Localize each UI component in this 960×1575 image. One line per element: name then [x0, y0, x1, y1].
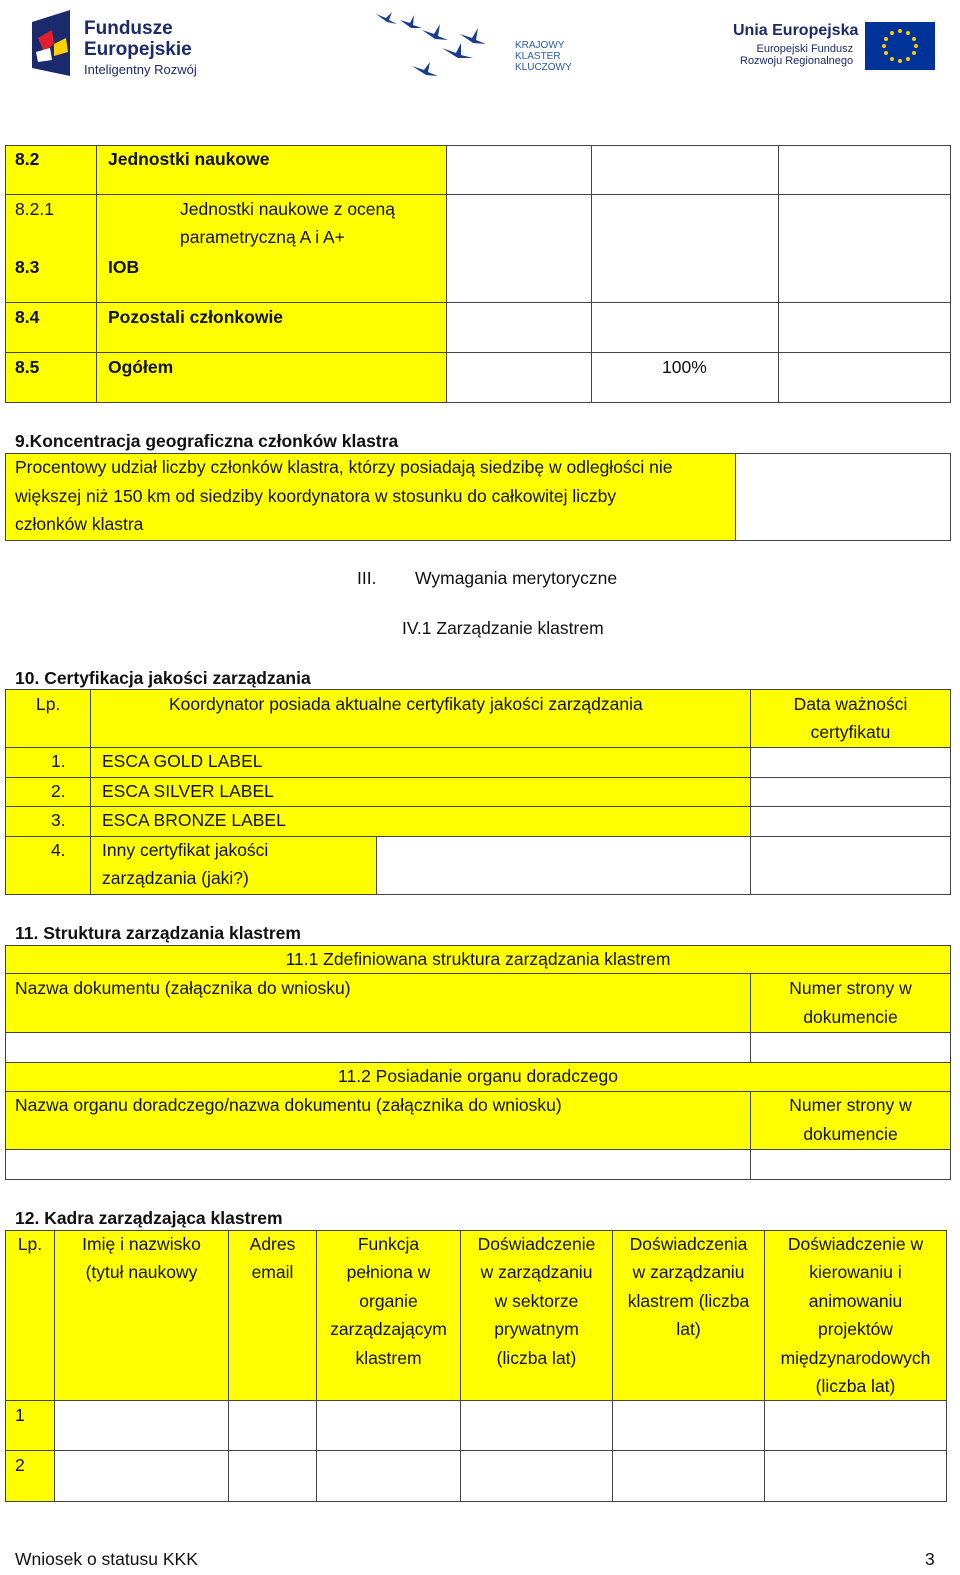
cert-label: ESCA SILVER LABEL — [102, 781, 274, 801]
page-header: dokumencie — [803, 1124, 898, 1144]
col-header: (liczba lat) — [496, 1348, 577, 1368]
col-header: prywatnym — [494, 1319, 579, 1339]
fe-logo-line2: Europejskie — [84, 39, 192, 60]
col-header: certyfikatu — [810, 722, 891, 742]
col-header: Funkcja — [357, 1234, 420, 1254]
cluster-exp-input[interactable] — [612, 1450, 765, 1502]
table8-cell[interactable] — [446, 145, 592, 195]
page-number: 3 — [925, 1549, 935, 1569]
row-number: 3. — [51, 810, 66, 830]
col-header: w zarządzaniu — [480, 1262, 593, 1282]
other-cert-input[interactable] — [376, 836, 751, 895]
section9-desc: Procentowy udział liczby członków klastra, którzy posiadają siedzibę w odległości nie — [15, 457, 673, 477]
organ-name-input[interactable] — [5, 1149, 751, 1180]
name-input[interactable] — [54, 1400, 229, 1451]
page-header: Numer strony w — [789, 978, 912, 998]
ue-sub2: Rozwoju Regionalnego — [740, 55, 854, 67]
section-title: 12. Kadra zarządzająca klastrem — [15, 1208, 283, 1228]
table8-cell[interactable] — [446, 352, 592, 403]
organ-name-header: Nazwa organu doradczego/nazwa dokumentu (załącznika do wniosku) — [15, 1095, 562, 1115]
col-header: Lp. — [36, 694, 61, 714]
col-header: klastrem — [355, 1348, 422, 1368]
col-header: lat) — [676, 1319, 701, 1339]
row-number: 4. — [51, 840, 66, 860]
cluster-exp-input[interactable] — [612, 1400, 765, 1451]
intl-exp-input[interactable] — [764, 1450, 947, 1502]
row-label: Pozostali członkowie — [108, 307, 284, 327]
col-header: (liczba lat) — [815, 1376, 896, 1396]
row-number: 2. — [51, 781, 66, 801]
col-header: Data ważności — [793, 694, 908, 714]
birds-icon — [372, 8, 512, 84]
row-number: 1 — [15, 1405, 25, 1425]
section9-value-cell[interactable] — [735, 453, 951, 541]
col-header: zarządzającym — [330, 1319, 447, 1339]
cert-label: ESCA BRONZE LABEL — [102, 810, 286, 830]
row-number: 8.2 — [15, 149, 40, 169]
doc-name-input[interactable] — [5, 1032, 751, 1063]
name-input[interactable] — [54, 1450, 229, 1502]
table8-cell[interactable] — [778, 352, 951, 403]
table8-cell[interactable] — [778, 145, 951, 195]
private-exp-input[interactable] — [460, 1400, 613, 1451]
col-header: klastrem (liczba — [627, 1291, 750, 1311]
col-header: (tytuł naukowy — [85, 1262, 198, 1282]
total-value: 100% — [662, 357, 707, 377]
col-header: Lp. — [17, 1234, 43, 1254]
page-number-input[interactable] — [750, 1149, 951, 1180]
table8-cell[interactable] — [446, 302, 592, 353]
ue-sub1: Europejski Fundusz — [756, 43, 854, 55]
kkk-line1: KRAJOWY — [515, 40, 565, 51]
email-input[interactable] — [228, 1400, 317, 1451]
function-input[interactable] — [316, 1400, 461, 1451]
ue-title: Unia Europejska — [733, 22, 859, 39]
cert-label: Inny certyfikat jakości — [102, 840, 269, 860]
row-label: IOB — [108, 257, 140, 277]
col-header: pełniona w — [346, 1262, 431, 1282]
row-label: Jednostki naukowe — [108, 149, 270, 169]
eu-flag-icon — [865, 22, 935, 70]
row-number-cell — [5, 1400, 55, 1451]
row-number: 2 — [15, 1455, 25, 1475]
row-label: parametryczną A i A+ — [180, 227, 345, 247]
intl-exp-input[interactable] — [764, 1400, 947, 1451]
table8-cell[interactable] — [446, 194, 592, 303]
fe-star-icon — [30, 8, 78, 82]
table8-cell[interactable] — [591, 302, 779, 353]
fe-logo-line1: Fundusze — [84, 18, 173, 39]
col-header: projektów — [818, 1319, 893, 1339]
row-label: Ogółem — [108, 357, 174, 377]
table8-cell[interactable] — [591, 145, 779, 195]
section-title: 11. Struktura zarządzania klastrem — [15, 923, 301, 943]
row-number: 8.4 — [15, 307, 40, 327]
roman-numeral: III. — [357, 568, 377, 588]
col-header: Doświadczenie w — [787, 1234, 924, 1254]
table8-cell[interactable] — [591, 194, 779, 303]
col-header: Adres — [249, 1234, 296, 1254]
col-header: Doświadczenie — [477, 1234, 596, 1254]
subsection-heading: IV.1 Zarządzanie klastrem — [402, 618, 604, 638]
row-number: 8.2.1 — [15, 199, 54, 219]
subsection-title: 11.1 Zdefiniowana struktura zarządzania klastrem — [285, 949, 671, 969]
section9-desc: członków klastra — [15, 514, 144, 534]
cert-label: ESCA GOLD LABEL — [102, 751, 263, 771]
date-cell[interactable] — [750, 777, 951, 807]
subsection-title: 11.2 Posiadanie organu doradczego — [338, 1066, 618, 1086]
section-title: 9.Koncentracja geograficzna członków klastra — [15, 431, 399, 451]
kkk-line2: KLASTER — [515, 51, 561, 62]
table8-yellow-block — [5, 145, 447, 403]
row-number: 8.3 — [15, 257, 40, 277]
doc-name-header: Nazwa dokumentu (załącznika do wniosku) — [15, 978, 351, 998]
col-header: Koordynator posiada aktualne certyfikaty jakości zarządzania — [169, 694, 643, 714]
row-number-cell — [5, 1450, 55, 1502]
col-header: międzynarodowych — [780, 1348, 931, 1368]
col-header: w zarządzaniu — [632, 1262, 745, 1282]
date-cell[interactable] — [750, 836, 951, 895]
col-header: Imię i nazwisko — [82, 1234, 201, 1254]
page-header: dokumencie — [803, 1007, 898, 1027]
requirements-heading: Wymagania merytoryczne — [415, 568, 618, 588]
section-title: 10. Certyfikacja jakości zarządzania — [15, 668, 311, 688]
table8-cell[interactable] — [778, 194, 951, 303]
col-header: Doświadczenia — [629, 1234, 748, 1254]
col-header: kierowaniu i — [809, 1262, 902, 1282]
row-label: Jednostki naukowe z oceną — [180, 199, 395, 219]
row-number: 8.5 — [15, 357, 40, 377]
col-header: organie — [359, 1291, 418, 1311]
table8-cell[interactable] — [778, 302, 951, 353]
page-number-input[interactable] — [750, 1032, 951, 1063]
col-header: animowaniu — [808, 1291, 903, 1311]
date-cell[interactable] — [750, 806, 951, 837]
section9-desc: większej niż 150 km od siedziby koordynatora w stosunku do całkowitej liczby — [15, 486, 617, 506]
row-number: 1. — [51, 751, 66, 771]
kkk-line3: KLUCZOWY — [515, 62, 572, 73]
col-header: w sektorze — [494, 1291, 579, 1311]
email-input[interactable] — [228, 1450, 317, 1502]
fe-logo-sub: Inteligentny Rozwój — [84, 62, 197, 77]
footer-text: Wniosek o statusu KKK — [15, 1549, 198, 1569]
function-input[interactable] — [316, 1450, 461, 1502]
page-header: Numer strony w — [789, 1095, 912, 1115]
cert-label: zarządzania (jaki?) — [102, 868, 249, 888]
col-header: email — [251, 1262, 294, 1282]
private-exp-input[interactable] — [460, 1450, 613, 1502]
date-cell[interactable] — [750, 747, 951, 778]
